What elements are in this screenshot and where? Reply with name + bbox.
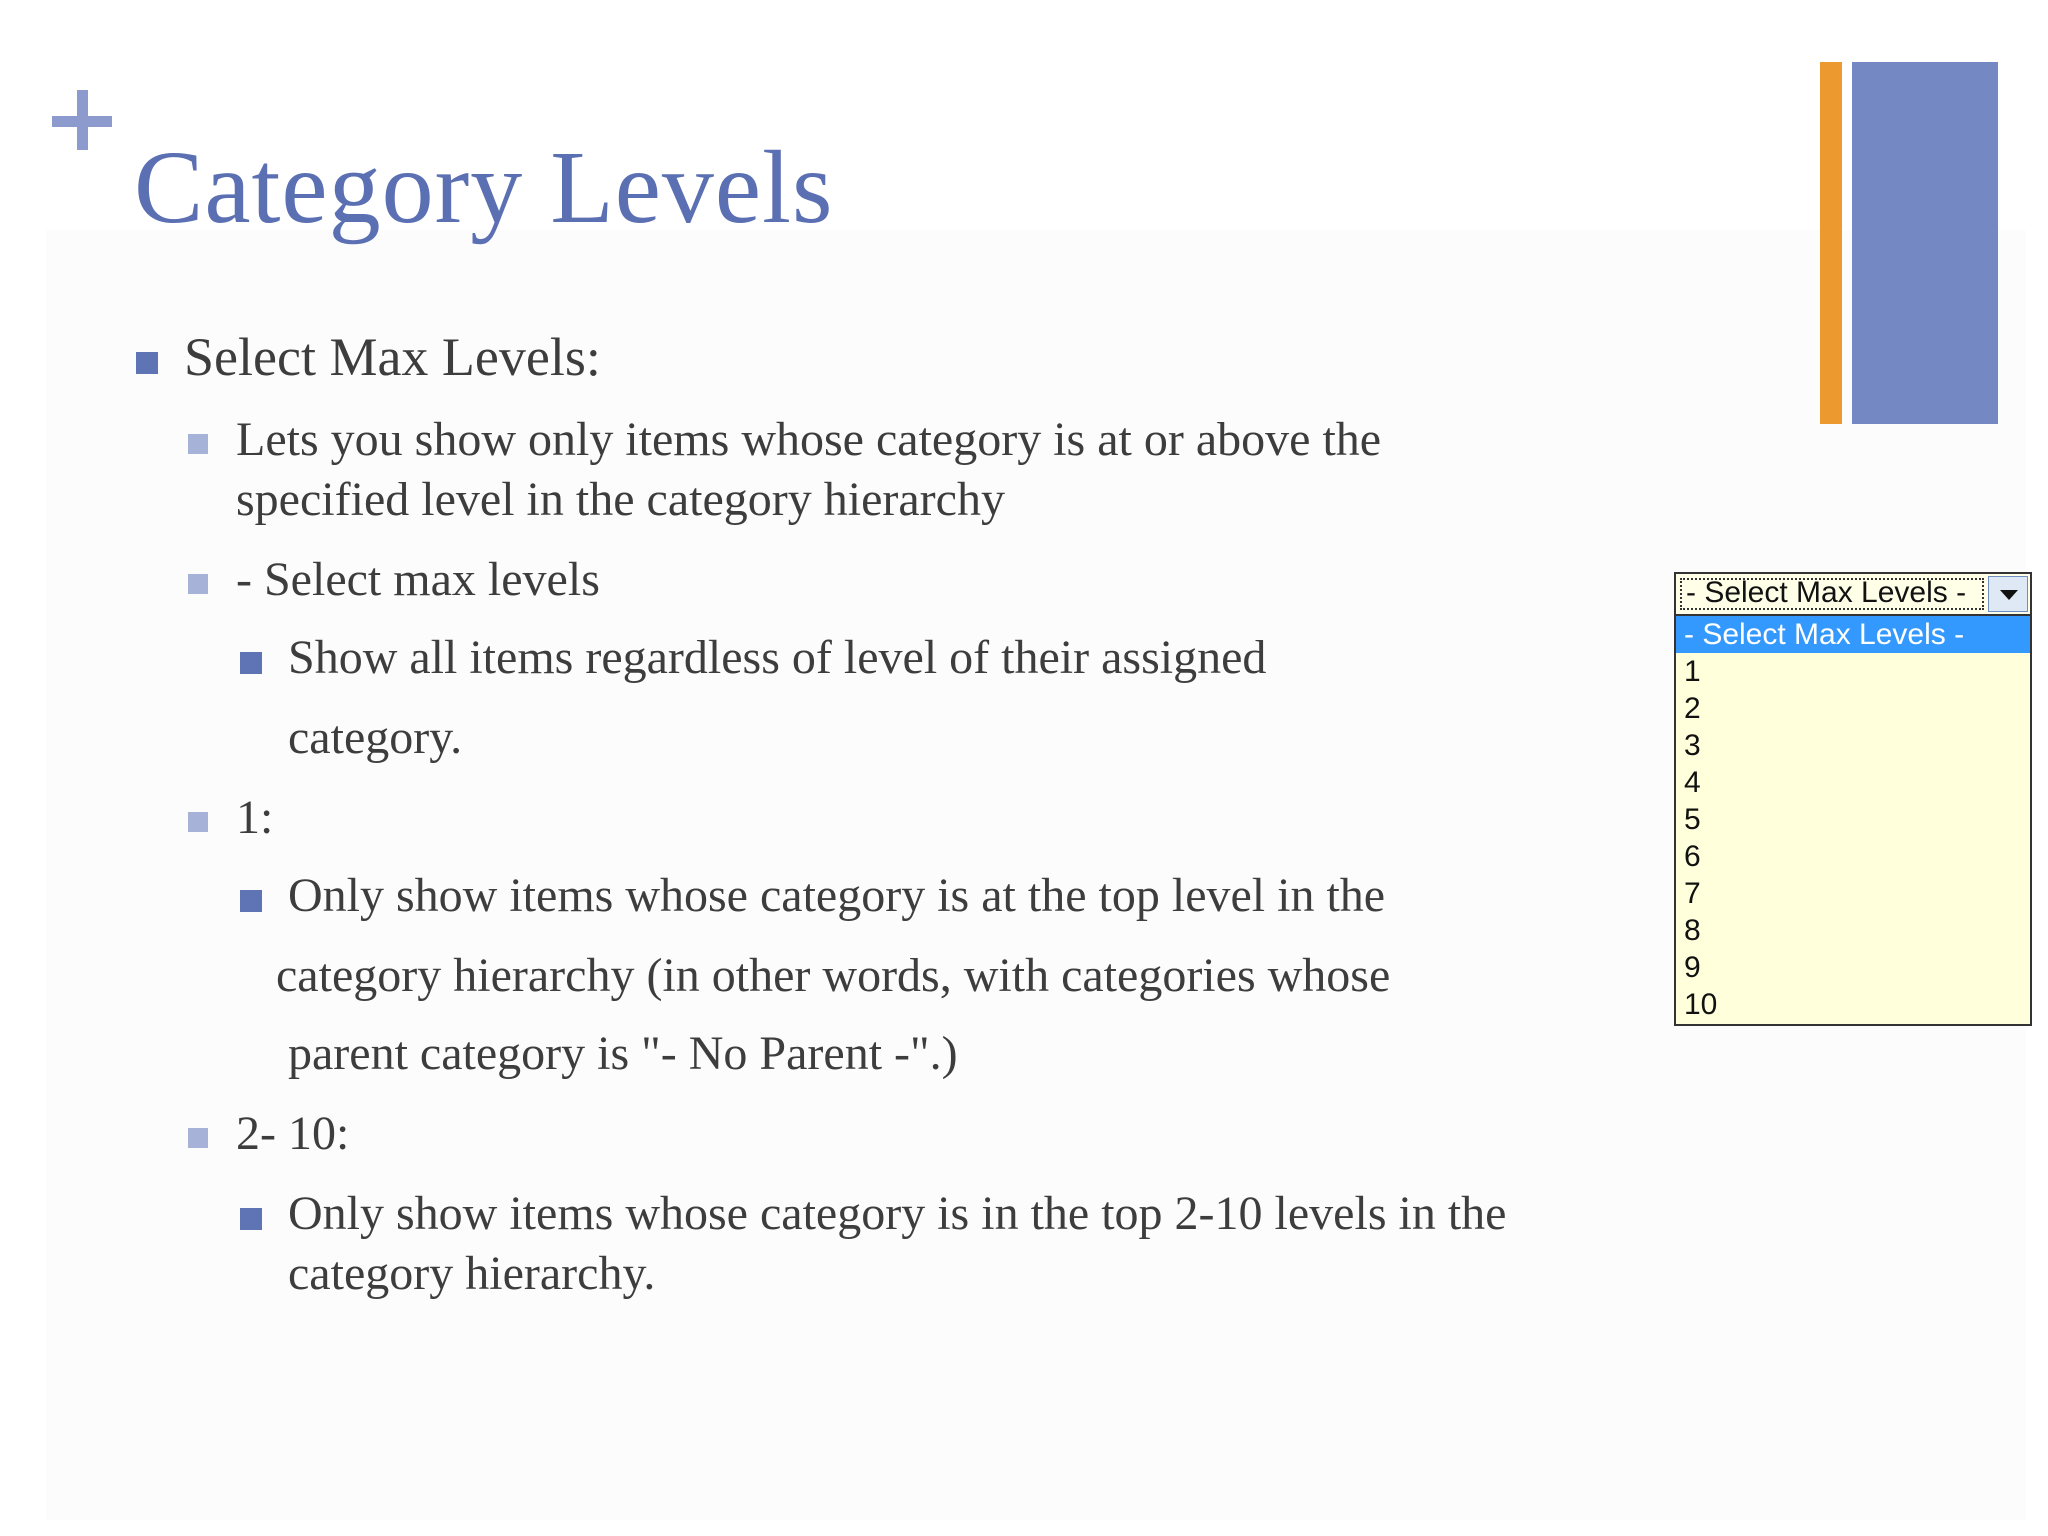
dropdown-option[interactable]: 7	[1684, 877, 1701, 910]
bullet-levels-2-10	[236, 1106, 349, 1161]
dropdown-header[interactable]	[1674, 572, 2032, 616]
dropdown-option[interactable]: 10	[1684, 988, 1718, 1021]
dropdown-selected-value[interactable]: - Select Max Levels -	[1680, 578, 1984, 610]
bullet-square-icon	[240, 652, 262, 674]
bullet-show-all-items	[288, 630, 1266, 685]
bullet-square-icon	[188, 812, 208, 832]
dropdown-option[interactable]: 9	[1684, 951, 1701, 984]
dropdown-option[interactable]: 8	[1684, 914, 1701, 947]
bullet-text: - Select max levels	[236, 553, 600, 606]
bullet-select-max-levels-option	[236, 552, 600, 607]
bullet-text: Only show items whose category is at the top level in the	[288, 869, 1386, 922]
bullet-text: Lets you show only items whose category is at or above the	[236, 413, 1382, 466]
bullet-continuation: category hierarchy (in other words, with categories whose	[276, 949, 1391, 1002]
bullet-level-1	[236, 790, 273, 845]
chevron-down-icon[interactable]	[1988, 576, 2028, 612]
bullet-continuation: parent category is "- No Parent -".)	[288, 1027, 958, 1080]
bullet-square-icon	[240, 1208, 262, 1230]
plus-icon	[52, 90, 116, 154]
dropdown-option[interactable]: 6	[1684, 840, 1701, 873]
bullet-only-top-level	[288, 868, 1385, 923]
bullet-square-icon	[188, 574, 208, 594]
bullet-continuation: category.	[288, 711, 463, 764]
dropdown-option[interactable]: 2	[1684, 692, 1701, 725]
bullet-square-icon	[188, 434, 208, 454]
max-levels-dropdown[interactable]	[1674, 572, 2032, 1026]
slide-title: Category Levels	[134, 130, 834, 245]
blue-accent-bar	[1852, 62, 1998, 424]
bullet-continuation: specified level in the category hierarchy	[236, 473, 1005, 526]
bullet-text: 1:	[236, 791, 274, 844]
bullet-text: Only show items whose category is in the top 2-10 levels in the	[288, 1187, 1507, 1240]
bullet-square-icon	[240, 890, 262, 912]
bullet-select-max-levels	[184, 326, 601, 388]
dropdown-option[interactable]: - Select Max Levels -	[1676, 616, 2030, 653]
dropdown-options-list	[1674, 616, 2032, 1026]
dropdown-option[interactable]: 3	[1684, 729, 1701, 762]
dropdown-option[interactable]: 1	[1684, 655, 1701, 688]
bullet-text: Show all items regardless of level of their assigned	[288, 631, 1267, 684]
dropdown-option[interactable]: 4	[1684, 766, 1701, 799]
dropdown-option[interactable]: 5	[1684, 803, 1701, 836]
bullet-text: 2- 10:	[236, 1107, 350, 1160]
bullet-lets-you-show	[236, 412, 1381, 467]
bullet-square-icon	[188, 1128, 208, 1148]
bullet-only-top-2-10	[288, 1186, 1506, 1241]
bullet-square-icon	[136, 352, 158, 374]
bullet-continuation: category hierarchy.	[288, 1247, 656, 1300]
orange-accent-bar	[1820, 62, 1842, 424]
bullet-text: Select Max Levels:	[184, 327, 601, 387]
